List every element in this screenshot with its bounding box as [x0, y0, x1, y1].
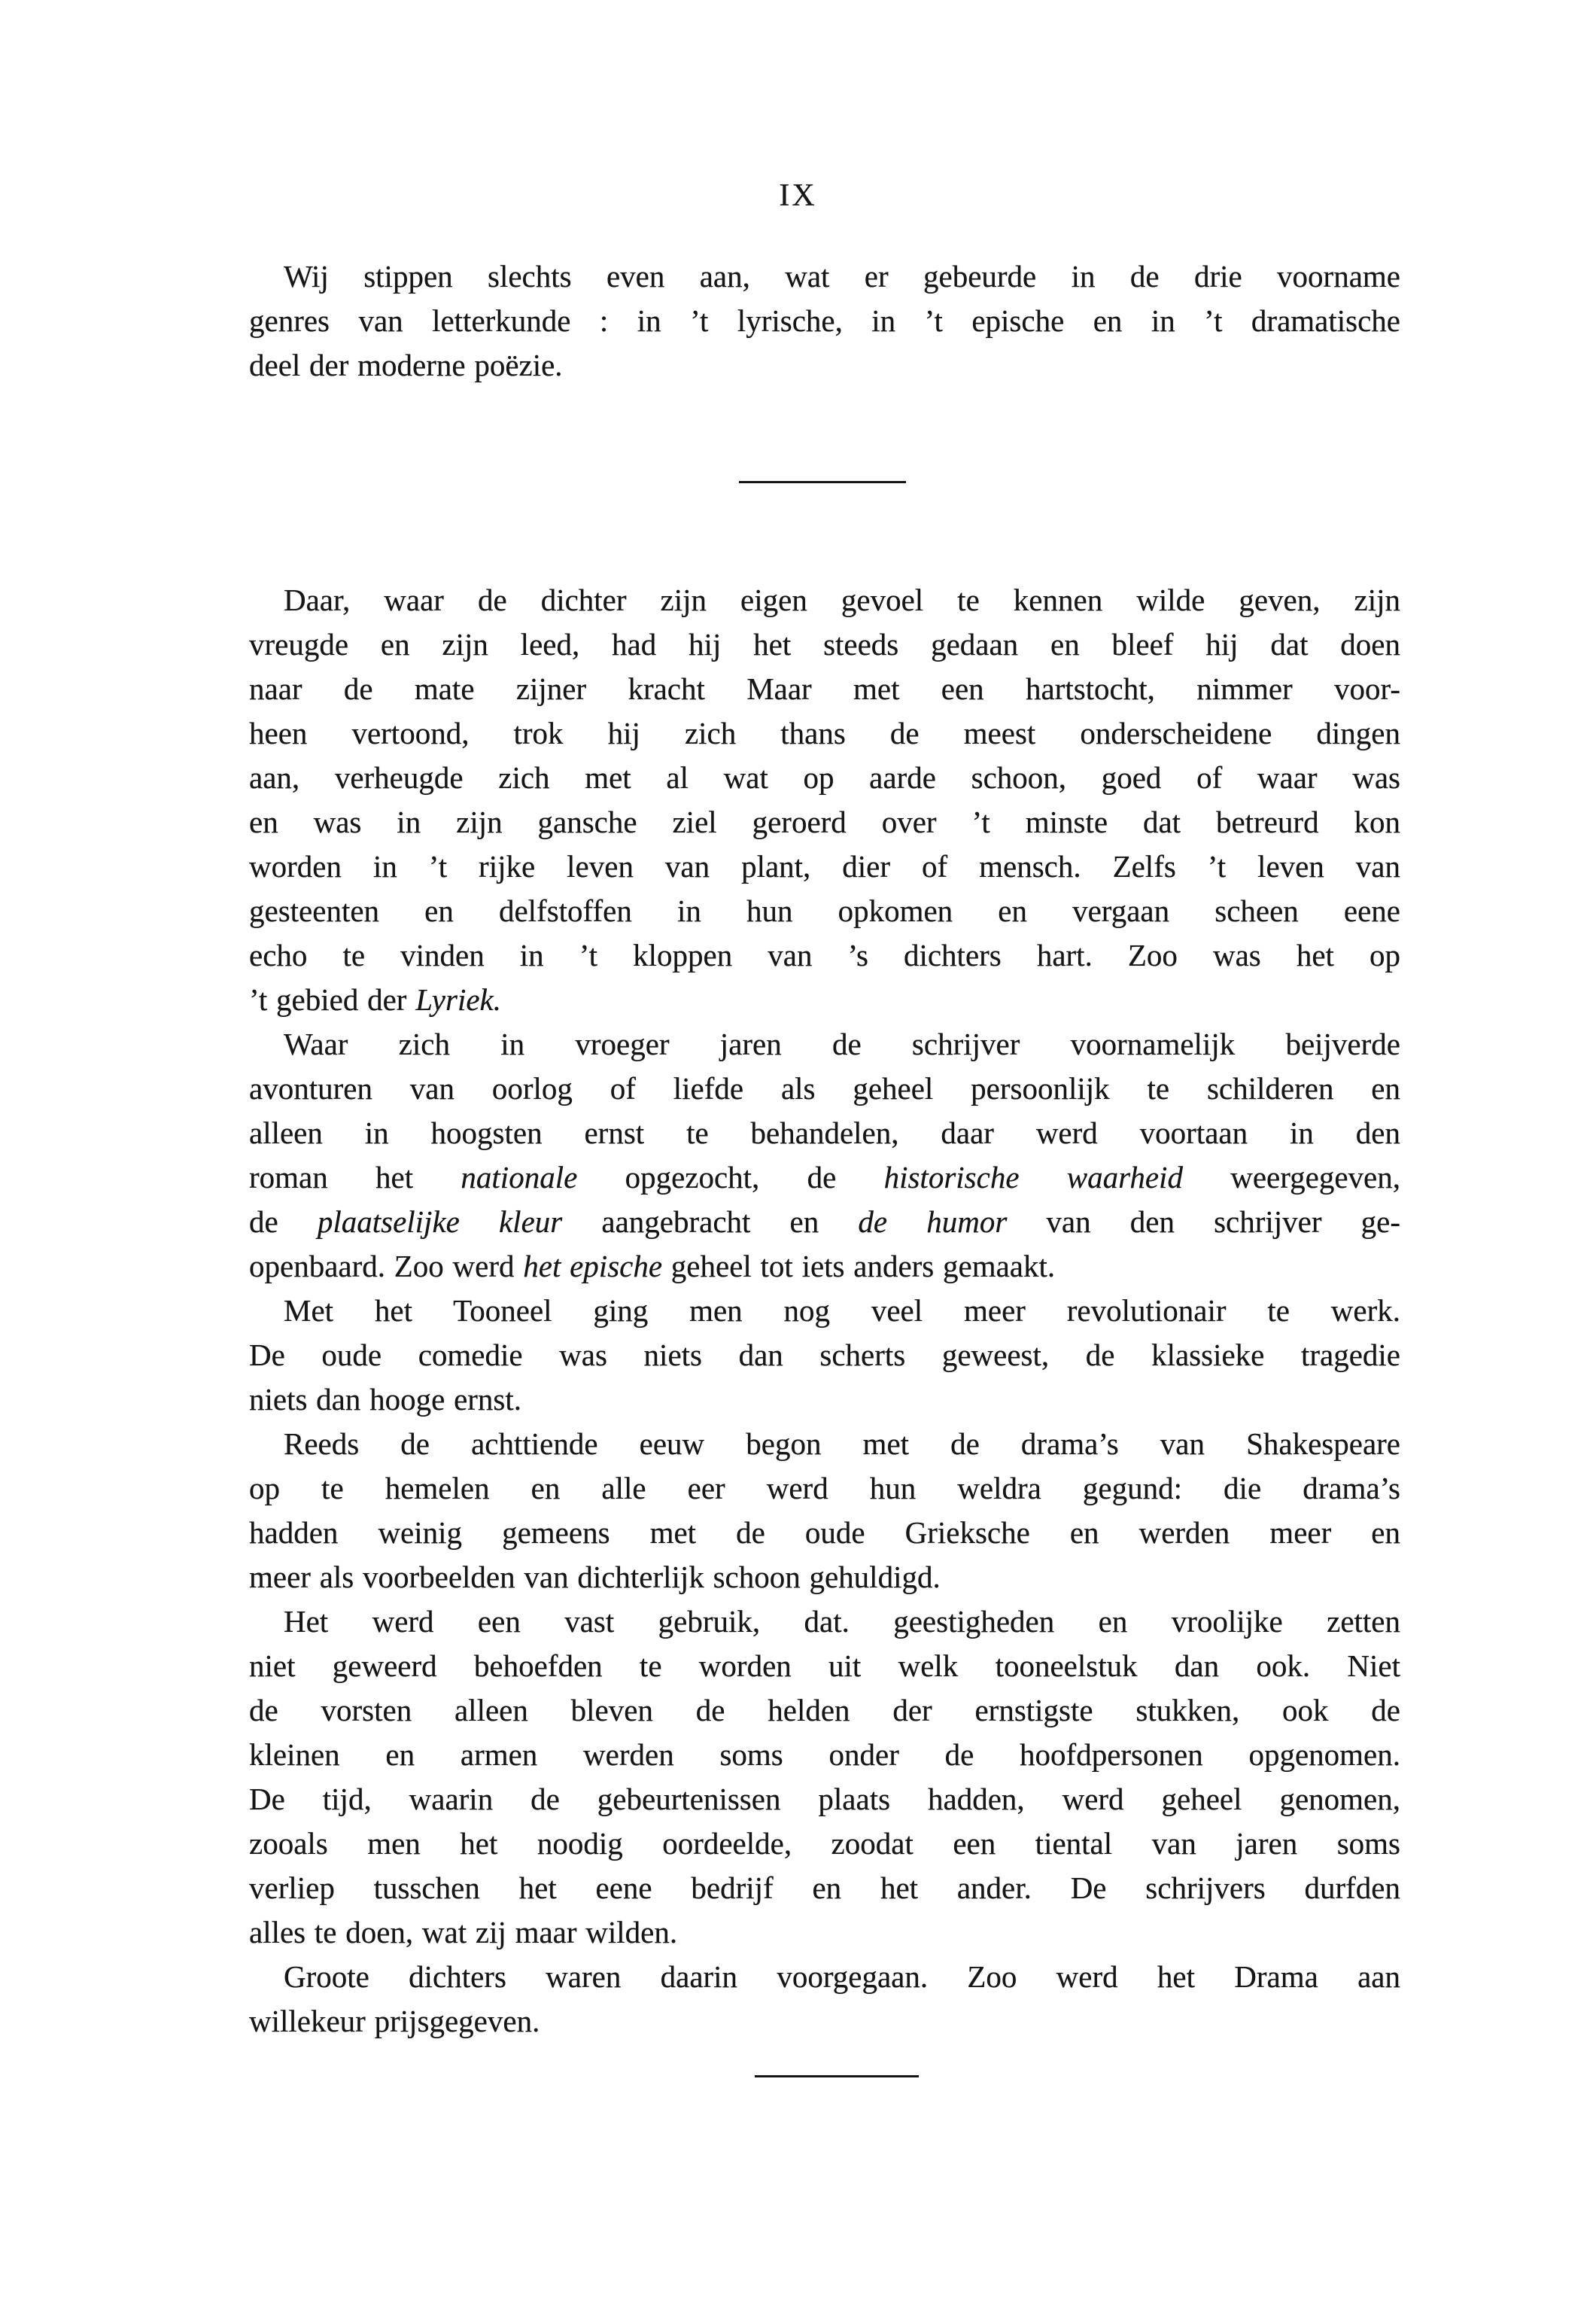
italic-text: de humor: [858, 1204, 1008, 1239]
text-line: [249, 1155, 1400, 1200]
italic-text: het epische: [523, 1249, 663, 1283]
text-line: [249, 1511, 1400, 1555]
text-line: [249, 1244, 1400, 1289]
paragraph: [249, 578, 1400, 1022]
body-text: roman het: [249, 1160, 461, 1195]
text-line: [249, 1111, 1400, 1155]
body-text: Groote dichters waren daarin voorgegaan. Zoo werd het Drama aan: [284, 1959, 1400, 1994]
body-text: genres van letterkunde : in ’t lyrische, in ’t epische en in ’t dramatische: [249, 303, 1400, 338]
text-line: [249, 1688, 1400, 1733]
body-text: geheel tot iets anders gemaakt.: [662, 1249, 1056, 1283]
paragraph: [249, 1022, 1400, 1289]
text-line: [249, 1289, 1400, 1333]
paragraph: [249, 1955, 1400, 2044]
paragraph: [249, 254, 1400, 388]
text-line: [249, 1999, 1400, 2044]
page-number: IX: [779, 178, 817, 213]
body-text: De tijd, waarin de gebeurtenissen plaats hadden, werd geheel genomen,: [249, 1782, 1400, 1816]
body-text: weergegeven,: [1182, 1160, 1400, 1195]
text-line: [249, 578, 1400, 622]
text-line: [249, 800, 1400, 845]
text-line: [249, 933, 1400, 978]
body-text: Met het Tooneel ging men nog veel meer revolutionair te werk.: [284, 1293, 1400, 1328]
body-text: willekeur prijsgegeven.: [249, 2004, 540, 2038]
body-text: verliep tusschen het eene bedrijf en het ander. De schrijvers durfden: [249, 1870, 1400, 1905]
body-text: ’t gebied der: [249, 982, 416, 1017]
body-text: alleen in hoogsten ernst te behandelen, daar werd voortaan in den: [249, 1115, 1400, 1150]
body-text: niets dan hooge ernst.: [249, 1382, 522, 1417]
paragraph: [249, 1599, 1400, 1955]
body-text: avonturen van oorlog of liefde als geheel persoonlijk te schilderen en: [249, 1071, 1400, 1106]
body-text: Reeds de achttiende eeuw begon met de drama’s van Shakespeare: [284, 1426, 1400, 1461]
text-line: [249, 1910, 1400, 1955]
text-line: [249, 343, 1400, 388]
text-body: [249, 578, 1400, 2044]
body-text: worden in ’t rijke leven van plant, dier of mensch. Zelfs ’t leven van: [249, 849, 1400, 884]
section-divider-top: [739, 481, 906, 483]
text-line: [249, 1733, 1400, 1777]
text-line: [249, 254, 1400, 299]
text-line: [249, 1555, 1400, 1599]
body-text: gesteenten en delfstoffen in hun opkomen en vergaan scheen eene: [249, 893, 1400, 928]
text-line: [249, 622, 1400, 667]
body-text: Wij stippen slechts even aan, wat er gebeurde in de drie voorname: [284, 259, 1400, 294]
text-line: [249, 299, 1400, 343]
text-line: [249, 1377, 1400, 1422]
body-text: aan, verheugde zich met al wat op aarde schoon, goed of waar was: [249, 760, 1400, 795]
body-text: echo te vinden in ’t kloppen van ’s dichters hart. Zoo was het op: [249, 938, 1400, 972]
text-line: [249, 1822, 1400, 1866]
italic-text: plaatselijke kleur: [317, 1204, 563, 1239]
body-text: vreugde en zijn leed, had hij het steeds gedaan en bleef hij dat doen: [249, 627, 1400, 662]
body-text: aangebracht en: [562, 1204, 859, 1239]
body-text: naar de mate zijner kracht Maar met een hartstocht, nimmer voor-: [249, 671, 1400, 706]
body-text: openbaard. Zoo werd: [249, 1249, 524, 1283]
text-line: [249, 1599, 1400, 1644]
body-text: de vorsten alleen bleven de helden der ernstigste stukken, ook de: [249, 1693, 1400, 1727]
body-text: meer als voorbeelden van dichterlijk schoon gehuldigd.: [249, 1560, 941, 1594]
text-line: [249, 667, 1400, 711]
body-text: Het werd een vast gebruik, dat. geestigheden en vroolijke zetten: [284, 1604, 1400, 1639]
text-line: [249, 1200, 1400, 1244]
text-line: [249, 1644, 1400, 1688]
body-text: Daar, waar de dichter zijn eigen gevoel te kennen wilde geven, zijn: [284, 583, 1400, 617]
body-text: opgezocht, de: [577, 1160, 884, 1195]
italic-text: Lyriek.: [415, 982, 501, 1017]
body-text: deel der moderne poëzie.: [249, 348, 563, 382]
body-text: van den schrijver ge-: [1007, 1204, 1401, 1239]
body-text: de: [249, 1204, 318, 1239]
body-text: Waar zich in vroeger jaren de schrijver voornamelijk beijverde: [284, 1027, 1400, 1061]
body-text: zooals men het noodig oordeelde, zoodat een tiental van jaren soms: [249, 1826, 1400, 1861]
text-line: [249, 711, 1400, 756]
text-line: [249, 845, 1400, 889]
body-text: hadden weinig gemeens met de oude Grieksche en werden meer en: [249, 1515, 1400, 1550]
body-text: De oude comedie was niets dan scherts geweest, de klassieke tragedie: [249, 1338, 1400, 1372]
text-line: [249, 1866, 1400, 1910]
text-line: [249, 1422, 1400, 1466]
text-line: [249, 1777, 1400, 1822]
body-text: op te hemelen en alle eer werd hun weldra gegund: die drama’s: [249, 1471, 1400, 1505]
text-line: [249, 1022, 1400, 1067]
body-text: kleinen en armen werden soms onder de hoofdpersonen opgenomen.: [249, 1737, 1400, 1772]
body-text: alles te doen, wat zij maar wilden.: [249, 1915, 678, 1949]
italic-text: nationale: [461, 1160, 578, 1195]
intro-paragraph: [249, 254, 1400, 388]
text-line: [249, 756, 1400, 800]
text-line: [249, 1955, 1400, 1999]
paragraph: [249, 1422, 1400, 1599]
text-line: [249, 1466, 1400, 1511]
paragraph: [249, 1289, 1400, 1422]
text-line: [249, 889, 1400, 933]
text-line: [249, 1333, 1400, 1377]
section-divider-bottom: [755, 2075, 919, 2077]
body-text: en was in zijn gansche ziel geroerd over ’t minste dat betreurd kon: [249, 805, 1400, 839]
body-text: heen vertoond, trok hij zich thans de meest onderscheidene dingen: [249, 716, 1400, 750]
body-text: niet geweerd behoefden te worden uit welk tooneelstuk dan ook. Niet: [249, 1648, 1400, 1683]
text-line: [249, 1067, 1400, 1111]
italic-text: historische waarheid: [883, 1160, 1183, 1195]
text-line: [249, 978, 1400, 1022]
